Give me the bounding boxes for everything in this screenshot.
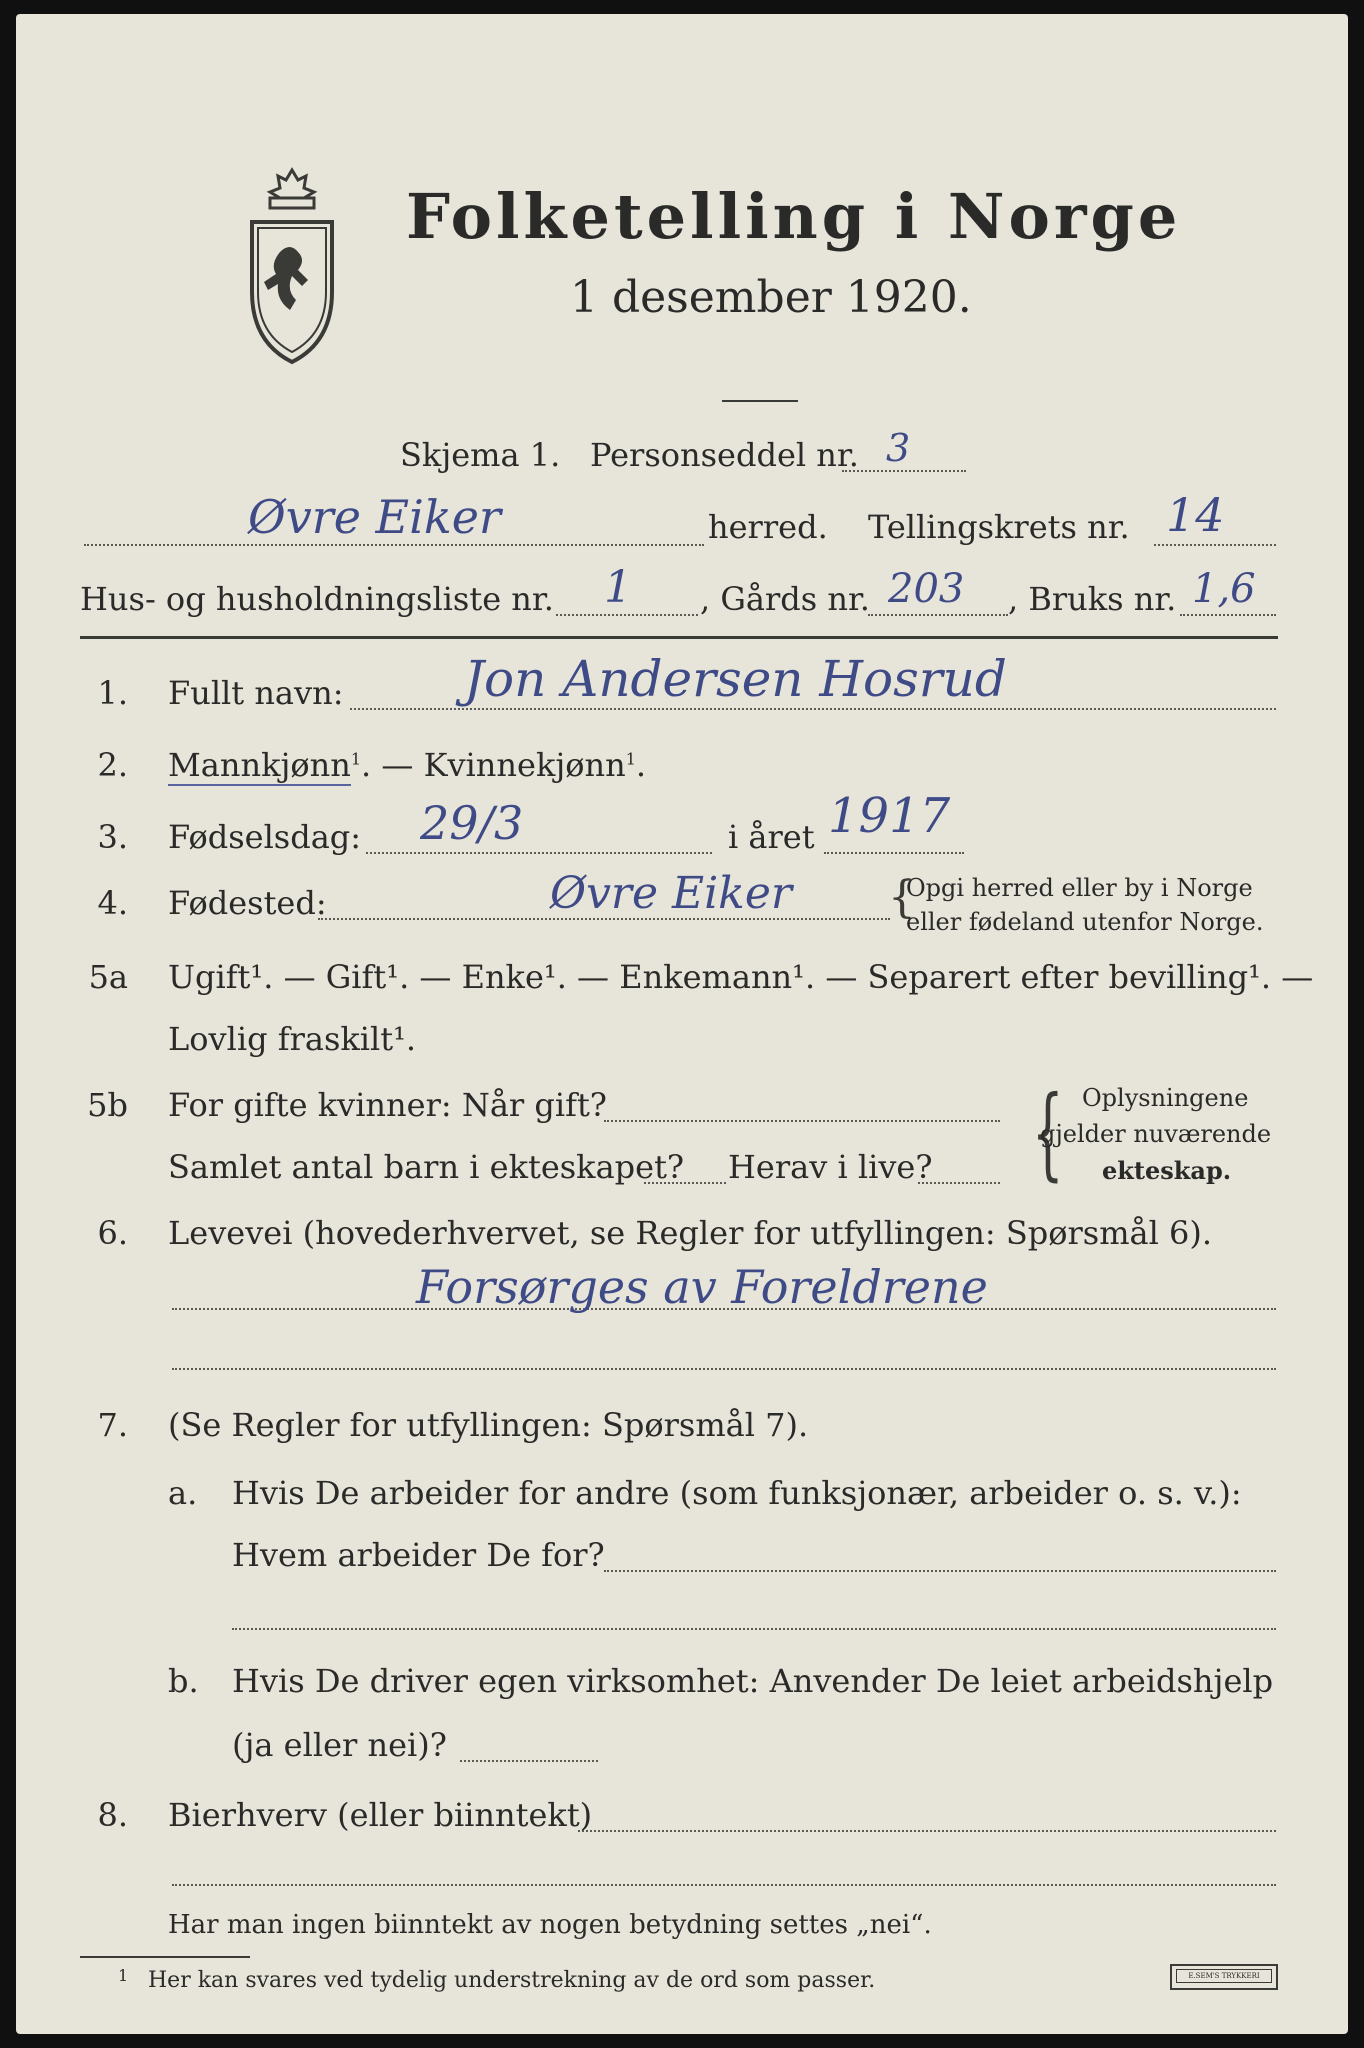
full-name-field[interactable]: [350, 708, 1276, 710]
children-total-field[interactable]: [644, 1182, 726, 1184]
birthplace-note-line2: eller fødeland utenfor Norge.: [906, 908, 1264, 936]
secondary-income-field[interactable]: [578, 1830, 1276, 1832]
q5b-note-line1: Oplysningene: [1082, 1084, 1249, 1112]
birthplace-note-line1: Opgi herred eller by i Norge: [906, 874, 1253, 902]
q5a-number: 5a: [88, 958, 128, 996]
q7a-line1: Hvis De arbeider for andre (som funksjonær, arbeider o. s. v.):: [232, 1474, 1242, 1512]
bruks-value: 1,6: [1192, 566, 1256, 612]
q1-number: 1.: [97, 674, 128, 712]
personseddel-value: 3: [886, 426, 911, 470]
coat-of-arms-emblem: [244, 162, 340, 372]
hus-label: Hus- og husholdningsliste nr.: [80, 580, 554, 618]
q2-number: 2.: [97, 746, 128, 784]
q5b-note-line3: ekteskap.: [1102, 1156, 1232, 1185]
gender-options: Mannkjønn$^1$. — Kvinnekjønn$^1$.: [168, 746, 647, 784]
footnote-divider: [80, 1956, 250, 1958]
footer-note: Har man ingen biinntekt av nogen betydning settes „nei“.: [168, 1910, 932, 1940]
herred-label: herred.: [708, 508, 828, 546]
footnote-text: Her kan svares ved tydelig understrekning av de ord som passer.: [148, 1968, 876, 1993]
secondary-income-field-2[interactable]: [172, 1884, 1276, 1886]
bruks-label: , Bruks nr.: [1008, 580, 1177, 618]
q7b-letter: b.: [168, 1662, 199, 1700]
q7b-line2: (ja eller nei)?: [232, 1726, 447, 1764]
tellingskrets-value: 14: [1166, 488, 1225, 542]
birth-year-value: 1917: [828, 788, 951, 844]
q3-label: Fødselsdag:: [168, 818, 362, 856]
occupation-value: Forsørges av Foreldrene: [416, 1260, 988, 1314]
q8-label: Bierhverv (eller biinntekt): [168, 1796, 593, 1834]
q3-number: 3.: [97, 818, 128, 856]
q6-number: 6.: [97, 1214, 128, 1252]
married-when-field[interactable]: [604, 1120, 1000, 1122]
q1-label: Fullt navn:: [168, 674, 344, 712]
herred-value: Øvre Eiker: [248, 490, 501, 544]
title-divider: [722, 400, 798, 402]
hus-field[interactable]: [556, 614, 698, 616]
gender-separator: . —: [361, 746, 414, 784]
gards-label: , Gårds nr.: [700, 580, 870, 618]
marital-status-options[interactable]: Ugift¹. — Gift¹. — Enke¹. — Enkemann¹. — Separert efter bevilling¹. —: [168, 958, 1314, 996]
q5b-number: 5b: [87, 1086, 128, 1124]
census-form-page: [16, 14, 1348, 2034]
q5b-note-line2: gjelder nuværende: [1040, 1120, 1272, 1148]
footnote-mark: 1: [118, 1966, 129, 1985]
q7b-line1: Hvis De driver egen virksomhet: Anvender De leiet arbeidshjelp: [232, 1662, 1274, 1700]
printer-stamp: [1170, 1964, 1278, 1990]
marital-status-divorced[interactable]: Lovlig fraskilt¹.: [168, 1020, 417, 1058]
children-total-label: Samlet antal barn i ekteskapet?: [168, 1148, 685, 1186]
q5b-note-brace: {: [1031, 1074, 1064, 1191]
herred-field[interactable]: [84, 544, 704, 546]
employer-field[interactable]: [604, 1570, 1276, 1572]
birthday-value: 29/3: [420, 796, 524, 850]
employer-field-2[interactable]: [232, 1628, 1276, 1630]
full-name-value: Jon Andersen Hosrud: [464, 650, 1007, 708]
gards-value: 203: [888, 566, 965, 612]
birthday-field[interactable]: [366, 852, 712, 854]
gards-field[interactable]: [868, 614, 1008, 616]
birthplace-note-brace: {: [888, 872, 916, 923]
hus-value: 1: [604, 562, 632, 613]
form-title: Folketelling i Norge: [406, 180, 1182, 253]
gender-end: .: [635, 746, 647, 784]
q6-label: Levevei (hovederhvervet, se Regler for utfyllingen: Spørsmål 6).: [168, 1214, 1213, 1252]
q4-label: Fødested:: [168, 884, 327, 922]
year-label: i året: [728, 818, 815, 856]
personseddel-label: Personseddel nr.: [590, 436, 859, 474]
printer-stamp-text: E.SEM'S TRYKKERI: [1176, 1969, 1272, 1983]
q7a-line2: Hvem arbeider De for?: [232, 1536, 605, 1574]
q7a-letter: a.: [168, 1474, 198, 1512]
skjema-label: Skjema 1.: [400, 436, 561, 474]
bruks-field[interactable]: [1180, 614, 1276, 616]
male-option[interactable]: Mannkjønn: [168, 746, 351, 784]
personseddel-field[interactable]: [842, 470, 966, 472]
q7-label: (Se Regler for utfyllingen: Spørsmål 7).: [168, 1406, 809, 1444]
q8-number: 8.: [97, 1796, 128, 1834]
q4-number: 4.: [97, 884, 128, 922]
tellingskrets-field[interactable]: [1154, 544, 1276, 546]
married-when-label: For gifte kvinner: Når gift?: [168, 1086, 607, 1124]
hired-help-field[interactable]: [460, 1760, 598, 1762]
birth-year-field[interactable]: [824, 852, 964, 854]
q7-number: 7.: [97, 1406, 128, 1444]
census-date: 1 desember 1920.: [570, 272, 972, 323]
tellingskrets-label: Tellingskrets nr.: [868, 508, 1130, 546]
header-separator: [80, 636, 1278, 639]
birthplace-value: Øvre Eiker: [550, 868, 792, 919]
children-alive-label: Herav i live?: [728, 1148, 933, 1186]
children-alive-field[interactable]: [918, 1182, 1000, 1184]
female-option[interactable]: Kvinnekjønn: [423, 746, 626, 784]
occupation-field-2[interactable]: [172, 1368, 1276, 1370]
